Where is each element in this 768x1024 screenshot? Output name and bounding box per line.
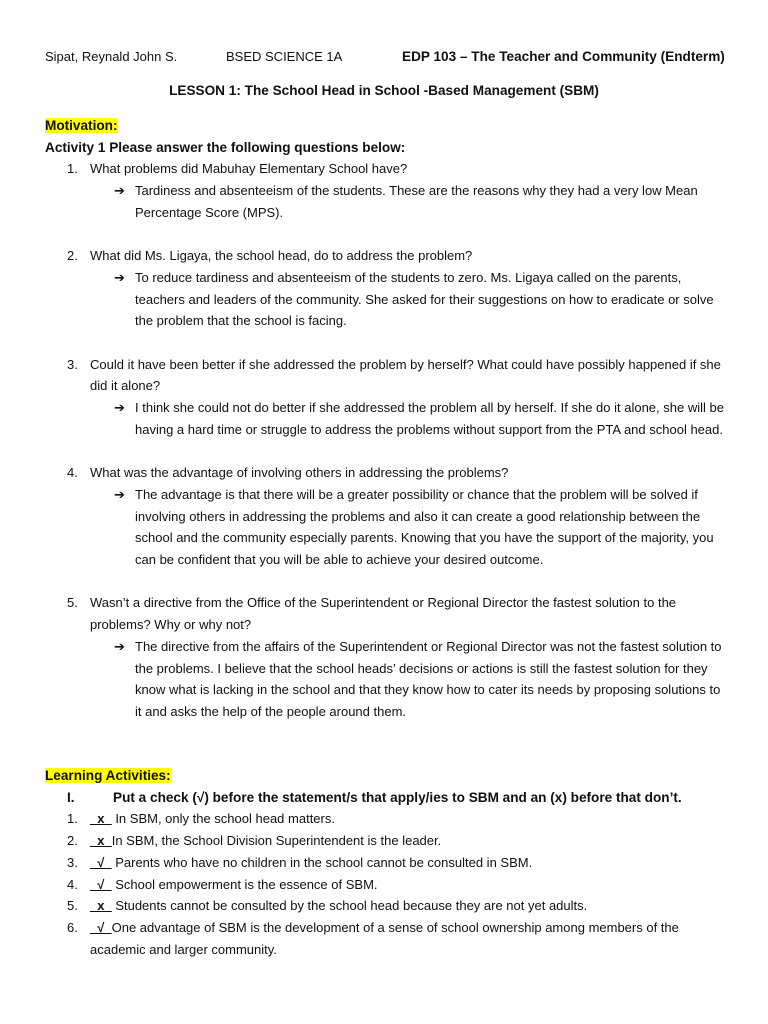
question-number: 2. [67,248,78,264]
question-number: 4. [67,465,78,481]
answer-text: Tardiness and absenteeism of the students. These are the reasons why they had a very low Mean Percentage Score (MPS). [135,183,698,220]
activity-instruction: Activity 1 Please answer the following questions below: [45,139,406,155]
answer-text: To reduce tardiness and absenteeism of the students to zero. Ms. Ligaya called on the parents, teachers and leaders of the community. She asked for their suggestions on how to eradicate or solve the problem that the school is facing. [135,269,714,329]
question-text: What problems did Mabuhay Elementary School have? [90,161,408,177]
question-number: 5. [67,595,78,611]
statement-mark: _x_ [90,811,112,827]
answer-item [45,636,725,723]
right-arrow-icon: ➔ [114,269,125,285]
right-arrow-icon: ➔ [114,183,125,199]
statement-number: 5. [67,898,78,914]
statement-text: School empowerment is the essence of SBM. [111,876,378,892]
statement-text: In SBM, only the school head matters. [111,811,335,827]
question-number: 3. [67,356,78,372]
statement-number: 2. [67,833,78,849]
right-arrow-icon: ➔ [114,400,125,416]
answer-item [45,267,725,332]
course-section: BSED SCIENCE 1A [226,49,343,64]
document-header [45,46,725,68]
statement-item [45,852,725,874]
student-name: Sipat, Reynald John S. [45,49,178,64]
learning-activities-section [45,765,725,960]
part-number: I. [67,789,75,805]
question-text: What did Ms. Ligaya, the school head, do to address the problem? [90,248,473,264]
statement-text: In SBM, the School Division Superintendent is the leader. [111,833,442,849]
question-item [45,158,725,180]
statement-item [45,917,725,960]
answer-text: The advantage is that there will be a greater possibility or chance that the problem will be solved if involving others in addressing the problems and also it can create a good relationship between the school and the community especially parents. Knowing that you have the support of the majority, you can be confident that you will be able to achieve your desired outcome. [135,486,714,568]
statement-mark: _√_ [90,876,112,892]
lesson-title: LESSON 1: The School Head in School -Based Management (SBM) [169,83,599,98]
statement-item [45,895,725,917]
motivation-section [45,115,725,723]
question-text: What was the advantage of involving others in addressing the problems? [90,465,509,481]
statement-number: 4. [67,876,78,892]
statement-item [45,874,725,896]
question-item [45,354,725,397]
question-item [45,462,725,484]
statement-number: 6. [67,919,78,935]
statement-number: 1. [67,811,78,827]
question-text: Could it have been better if she addressed the problem by herself? What could have possibly happened if she did it alone? [90,356,721,394]
statement-mark: _√_ [90,919,112,935]
learning-activities-heading: Learning Activities: [45,768,171,783]
motivation-heading: Motivation: [45,118,118,133]
statement-mark: _x_ [90,833,112,849]
answer-item [45,397,725,440]
subject-title: EDP 103 – The Teacher and Community (Endterm) [402,49,725,64]
statement-text: Students cannot be consulted by the school head because they are not yet adults. [111,898,588,914]
right-arrow-icon: ➔ [114,638,125,654]
question-item [45,245,725,267]
part-instruction [45,787,725,809]
statement-item [45,808,725,830]
answer-item [45,484,725,571]
right-arrow-icon: ➔ [114,486,125,502]
question-number: 1. [67,161,78,177]
answer-text: The directive from the affairs of the Superintendent or Regional Director was not the fastest solution to the problems. I believe that the school heads’ decisions or actions is still the fastest solution for they know what is lacking in the school and that they know how to cater its needs by proposing solutions to it and asks the help of the people around them. [135,638,722,719]
instruction-text: Put a check (√) before the statement/s that apply/ies to SBM and an (x) before that don’t. [113,789,682,805]
statement-text: Parents who have no children in the school cannot be consulted in SBM. [111,854,533,870]
answer-text: I think she could not do better if she addressed the problem all by herself. If she do it alone, she will be having a hard time or struggle to address the problems without support from the PTA and school head. [135,400,724,437]
answer-item [45,180,725,223]
statement-item [45,830,725,852]
statement-number: 3. [67,854,78,870]
statement-mark: _x_ [90,898,112,914]
question-item [45,592,725,635]
statement-mark: _√_ [90,854,112,870]
statement-text: One advantage of SBM is the development of a sense of school ownership among members of the academic and larger community. [90,919,679,957]
question-text: Wasn’t a directive from the Office of the Superintendent or Regional Director the fastest solution to the problems? Why or why not? [90,595,677,633]
